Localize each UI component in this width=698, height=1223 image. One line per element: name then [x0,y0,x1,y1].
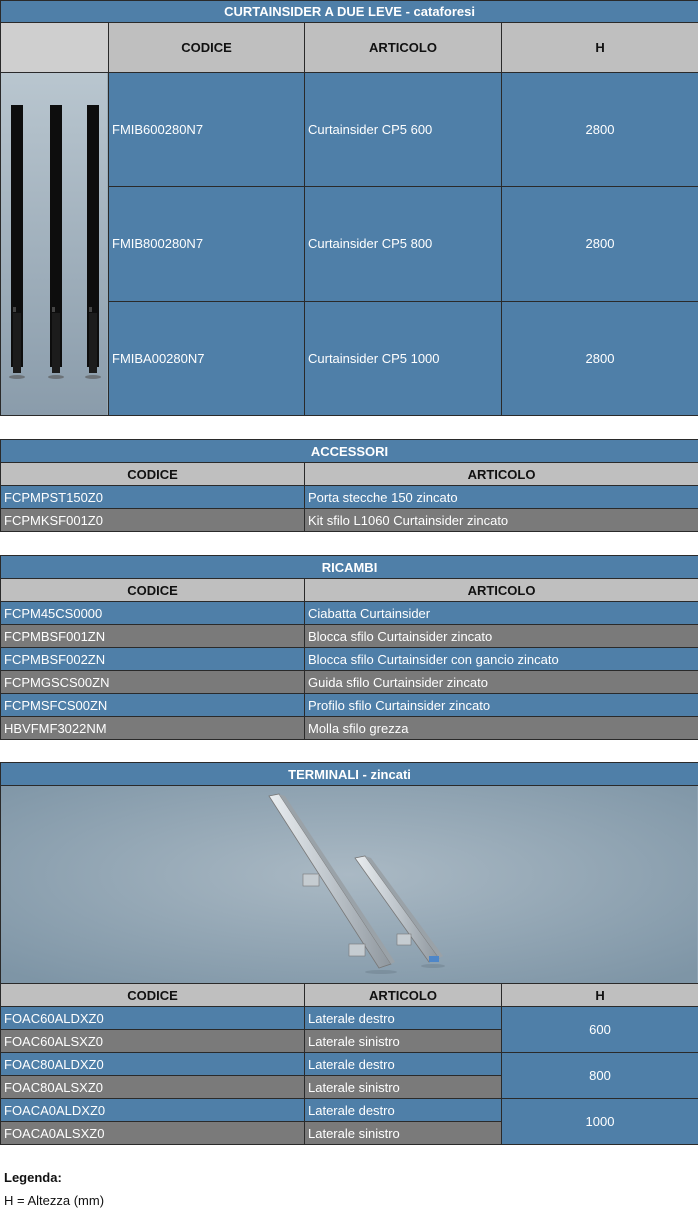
table-row-h: 2800 [502,187,698,301]
terminali-table [0,762,698,1145]
header-codice: CODICE [1,463,305,486]
table-row-codice: FMIB600280N7 [109,73,305,187]
table-row-codice: FCPM45CS0000 [1,602,305,625]
header-articolo: ARTICOLO [305,984,502,1007]
table-row-articolo: Ciabatta Curtainsider [305,602,698,625]
table-row-codice: FMIB800280N7 [109,187,305,301]
table-title: RICAMBI [1,556,698,579]
legend-text: H = Altezza (mm) [4,1193,105,1208]
table-row-codice: FOACA0ALDXZ0 [1,1099,305,1122]
table-row-articolo: Guida sfilo Curtainsider zincato [305,671,698,694]
header-h: H [502,23,698,73]
table-row-codice: FCPMSFCS00ZN [1,694,305,717]
table-row-articolo: Molla sfilo grezza [305,717,698,740]
table-row-codice: FCPMBSF002ZN [1,648,305,671]
table-row-h: 800 [502,1053,698,1099]
header-codice: CODICE [1,984,305,1007]
table-row-articolo: Porta stecche 150 zincato [305,486,698,509]
table-row-articolo: Laterale sinistro [305,1030,502,1053]
table-row-articolo: Blocca sfilo Curtainsider con gancio zincato [305,648,698,671]
terminali-image-cell [1,786,698,984]
table-row-articolo: Laterale sinistro [305,1122,502,1145]
table-row-h: 2800 [502,73,698,187]
ricambi-table [0,555,698,740]
table-row-articolo: Curtainsider CP5 800 [305,187,502,301]
header-articolo: ARTICOLO [305,579,698,602]
header-codice: CODICE [1,579,305,602]
table-row-articolo: Laterale destro [305,1053,502,1076]
table-row-articolo: Laterale destro [305,1007,502,1030]
table-row-h: 2800 [502,301,698,415]
table-row-articolo: Curtainsider CP5 600 [305,73,502,187]
table-row-codice: FOAC60ALSXZ0 [1,1030,305,1053]
curtainsider-table [0,0,698,416]
terminali-profiles-image [1,786,697,983]
table-row-articolo: Laterale sinistro [305,1076,502,1099]
table-row-articolo: Curtainsider CP5 1000 [305,301,502,415]
table-row-articolo: Laterale destro [305,1099,502,1122]
table-row-codice: FOAC80ALSXZ0 [1,1076,305,1099]
product-image-cell [1,73,109,416]
header-articolo: ARTICOLO [305,23,502,73]
image-header-cell [1,23,109,73]
accessori-table [0,439,698,532]
table-row-h: 600 [502,1007,698,1053]
header-h: H [502,984,698,1007]
table-row-codice: FCPMKSF001Z0 [1,509,305,532]
table-title: ACCESSORI [1,440,698,463]
table-row-articolo: Blocca sfilo Curtainsider zincato [305,625,698,648]
header-articolo: ARTICOLO [305,463,698,486]
table-row-codice: FCPMPST150Z0 [1,486,305,509]
table-row-codice: FCPMGSCS00ZN [1,671,305,694]
table-row-codice: HBVFMF3022NM [1,717,305,740]
table-row-h: 1000 [502,1099,698,1145]
table-row-codice: FOAC60ALDXZ0 [1,1007,305,1030]
table-title: TERMINALI - zincati [1,763,698,786]
table-row-codice: FMIBA00280N7 [109,301,305,415]
table-row-codice: FOACA0ALSXZ0 [1,1122,305,1145]
table-row-articolo: Kit sfilo L1060 Curtainsider zincato [305,509,698,532]
table-row-codice: FCPMBSF001ZN [1,625,305,648]
table-row-articolo: Profilo sfilo Curtainsider zincato [305,694,698,717]
table-row-codice: FOAC80ALDXZ0 [1,1053,305,1076]
header-codice: CODICE [109,23,305,73]
curtainsider-poles-image [1,73,107,415]
table-title: CURTAINSIDER A DUE LEVE - cataforesi [1,1,698,23]
legend-title-text: Legenda: [4,1170,62,1185]
legend-title [4,1170,62,1185]
